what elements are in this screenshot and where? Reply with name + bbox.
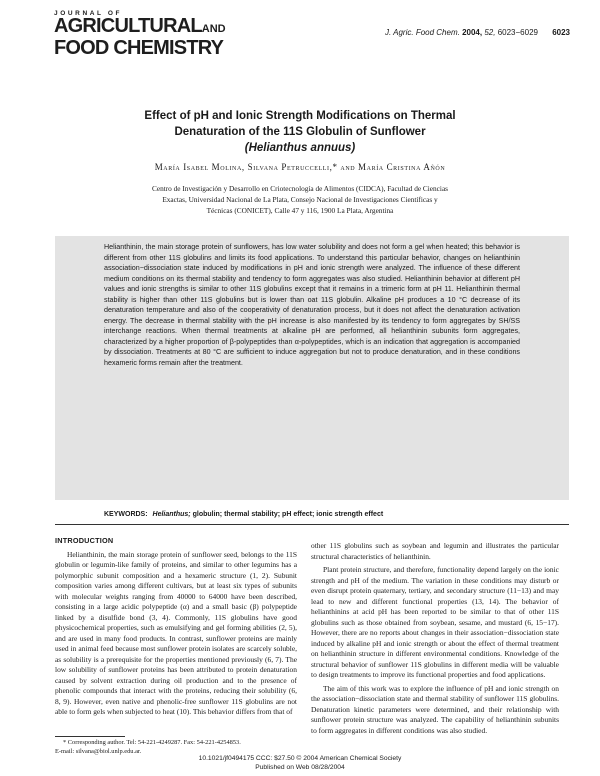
intro-paragraph-3: The aim of this work was to explore the influence of pH and ionic strength on the association−dissociation state and thermal stability of sunflower 11S globulins. Denaturation kinetic parameters were determined, and their relationship with sunflower protein structure was analyzed. The capability of helianthinin subunits to form aggregates in different conditions was also studied.	[311, 683, 559, 735]
right-column	[311, 541, 559, 736]
journal-logo-prefix: JOURNAL OF	[54, 10, 123, 17]
citation-header	[385, 28, 570, 37]
left-column	[55, 536, 297, 718]
section-divider	[55, 524, 569, 525]
intro-paragraph-1: Helianthinin, the main storage protein of sunflower seed, belongs to the 11S globulin or legumin-like family of proteins, and similar to other legumins has a polymorphic subunit composition and a hexameric structure (1, 2). Subunit composition varies among different cultivars, but at least six types of subunits with molecular weights ranging from 40000 to 64000 have been described, consisting in a large acidic polypeptide (α) and a small basic (β) polypeptide linked by a disulfide bond (3, 4). Commonly, 11S globulins have good physicochemical properties, such as emulsifying and gel forming abilities (2, 5), and are used in many food products. In contrast, sunflower proteins are mainly used in animal feed because most sunflower protein isolates are scarcely soluble, as solubility is a prerequisite for the properties mentioned previously (6, 7). The low solubility of sunflower proteins has been attributed to protein denaturation caused by solvent extraction during oil production and to the presence of phenolic compounds that interact with the proteins, reducing their solubility (6, 8, 9). However, even native and phenolic-free sunflower 11S globulins are not able to form gels when subjected to heat (10). This behavior differs from that of	[55, 549, 297, 716]
title-line-1: Effect of pH and Ionic Strength Modifications on Thermal	[144, 110, 456, 122]
publication-footer	[150, 754, 450, 772]
title-line-2: Denaturation of the 11S Globulin of Sunflower	[174, 126, 426, 138]
keyword-helianthus: Helianthus;	[152, 511, 191, 518]
affiliation-line-2: Exactas, Universidad Nacional de La Plata, Consejo Nacional de Investigaciones Científicas y	[162, 195, 438, 205]
page-number: 6023	[552, 28, 570, 37]
keywords-label: KEYWORDS:	[104, 511, 148, 518]
author-list: María Isabel Molina, Silvana Petruccelli,* and María Cristina Añón	[154, 162, 446, 172]
affiliation-line-3: Técnicas (CONICET), Calle 47 y 116, 1900 La Plata, Argentina	[206, 206, 394, 216]
published-date: Published on Web 08/28/2004	[255, 764, 345, 771]
doi-line: 10.1021/jf0494175 CCC: $27.50 © 2004 American Chemical Society	[198, 755, 402, 762]
affiliation-line-1: Centro de Investigación y Desarrollo en Criotecnología de Alimentos (CIDCA), Facultad de Ciencias	[151, 184, 449, 193]
title-line-3: (Helianthus annuus)	[244, 142, 356, 154]
intro-paragraph-1-continued: other 11S globulins such as soybean and legumin and illustrates the particular structural characteristics of helianthinin.	[311, 541, 559, 561]
citation-year: 2004,	[462, 28, 483, 37]
keywords-rest: globulin; thermal stability; pH effect; ionic strength effect	[192, 511, 384, 518]
journal-logo	[54, 10, 224, 58]
keywords	[104, 511, 520, 518]
citation-journal: J. Agric. Food Chem.	[385, 28, 460, 37]
citation-pages: 6023−6029	[497, 28, 538, 37]
abstract-text: Helianthinin, the main storage protein of sunflowers, has low water solubility and does not form a gel when heated; this behavior is different from other 11S globulins and limits its food applications. To understand this particular behavior, changes on helianthinin association−dissociation state induced by modifications in pH and ionic strength were analyzed. The influence of these different medium conditions on its thermal stability and tendency to form aggregates was also studied. Helianthinin behavior at different pH values and ionic strengths is similar to other 11S globulins except that it remains in a trimeric form at pH 11. Helianthinin thermal stability is higher than other 11S globulins but is lower than oat 11S globulin. Alkaline pH produces a 10 °C decrease of its denaturation temperature and also of the cooperativity of denaturation process, but it does not affect the denaturation activation energy. The decrease in thermal stability with the pH increase is also manifested by its tendency to form aggregates by SH/SS interchange reactions. When thermal treatments at alkaline pH are performed, all helianthinin subunits form aggregates, characterized by a higher proportion of β-polypeptides than α-polypeptides, which is an indication that aggregation is accompanied by dissociation. Treatments at 80 °C are sufficient to induce aggregation but not to produce denaturation, and in these conditions hexameric forms remain after the treatment.	[104, 243, 520, 368]
footnote-contact: * Corresponding author. Tel: 54-221-4249287. Fax: 54-221-4254853.	[63, 739, 241, 746]
introduction-heading: INTRODUCTION	[55, 536, 114, 545]
intro-paragraph-2: Plant protein structure, and therefore, functionality depend largely on the ionic strength and pH of the medium. The variation in these conditions may disturb or even disrupt protein quaternary, tertiary, and secondary structure (11−13) and may lead to new and different functional properties (13, 14). The behavior of helianthinins at acid pH has been reported to be similar to that of other 11S globulins such as those obtained from soybean, sesame, and mustard (6, 15−17). However, there are no reports about changes in their association−dissociation state induced by alkaline pH and ionic strength or about the effect of thermal treatment on helianthinin structure in different environmental conditions. Knowledge of the structural behavior of sunflower 11S globulins in different media will be valuable to design treatments to improve its functional properties and food applications.	[311, 565, 559, 679]
citation-volume: 52,	[484, 28, 496, 37]
footnote-divider	[55, 736, 125, 737]
article-title	[100, 108, 500, 156]
journal-logo-and: AND	[201, 23, 226, 35]
journal-logo-line2: FOOD CHEMISTRY	[54, 37, 224, 59]
footnote-email: E-mail: silvana@biol.unlp.edu.ar.	[55, 747, 142, 755]
affiliation	[110, 183, 490, 217]
journal-logo-line1: AGRICULTURALAND	[54, 15, 226, 37]
